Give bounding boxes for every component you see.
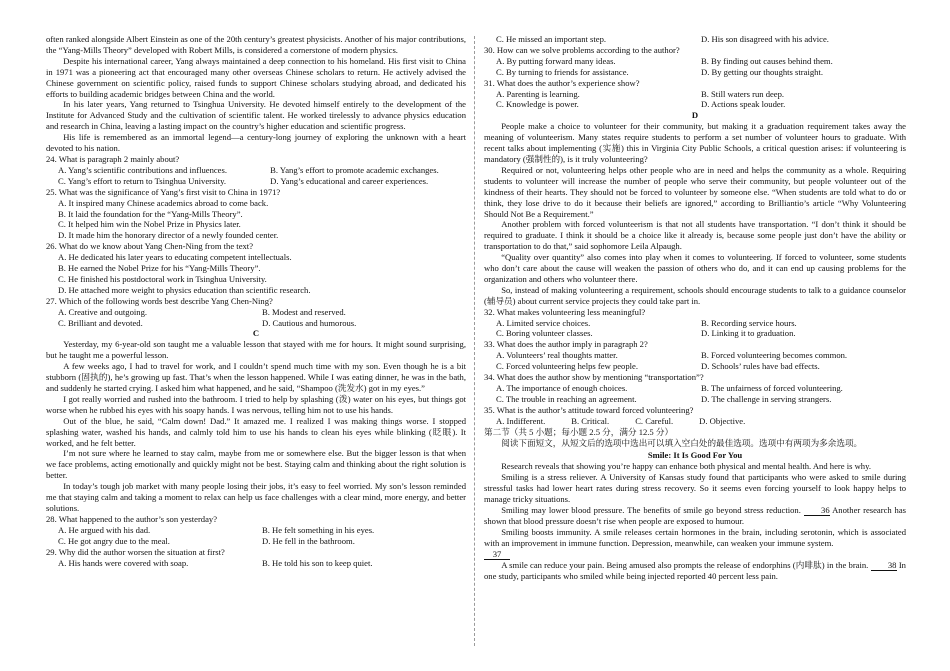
blank-38[interactable]: 38 [871, 561, 897, 571]
left-column [46, 34, 466, 568]
smile-paragraph [484, 560, 906, 582]
option-d[interactable]: D. Schools’ rules have bad effects. [701, 361, 820, 372]
option-b[interactable]: B. Forced volunteering becomes common. [701, 350, 848, 361]
question-33 [484, 339, 906, 372]
option-c[interactable]: C. Brilliant and devoted. [58, 317, 143, 328]
question-29 [46, 547, 466, 569]
question-stem: 24. What is paragraph 2 mainly about? [46, 153, 180, 164]
blank-36[interactable]: 36 [804, 506, 830, 516]
passage-c-paragraph: A few weeks ago, I had to travel for work, and I couldn’t spend much time with my son. Even though he is a bit stubborn (固执的), he’s growing up fast. That’s when the lesson happened. While I was eating dinner, he was in the bath, and suddenly he started crying. I asked him what happened, and he said, “Shampoo (洗发水) got in my eyes.” [46, 361, 466, 393]
question-stem: 32. What makes volunteering less meaningful? [484, 306, 646, 317]
question-32 [484, 307, 906, 340]
passage-b-paragraph: His life is remembered as an immortal legend—a century-long journey of exploring the unknown with a heart devoted to his nation. [46, 132, 466, 154]
passage-d-paragraph: People make a choice to volunteer for their community, but making it a graduation requirement takes away the meaning of volunteerism. Many states require students to perform a set number of volunteer hours to graduate. With recent talks about implementing (实施) this in Virginia City Public Schools, a critical question arises: if volunteering is mandatory (强制性的), is it truly volunteering? [484, 121, 906, 164]
option-d[interactable]: D. Cautious and humorous. [262, 317, 357, 328]
passage-c-paragraph: I got really worried and rushed into the bathroom. I tried to help by splashing (泼) water on his eyes, but things got worse when he rubbed his eyes with his soapy hands. I was nervous, telling him not to use his hands. [46, 393, 466, 415]
option-b[interactable]: B. Modest and reserved. [262, 306, 346, 317]
smile-text: Another research has shown that blood pressure doesn’t rise when people are exposed to humour. [484, 504, 906, 526]
option-c[interactable]: C. Careful. [635, 415, 674, 426]
question-stem: 33. What does the author imply in paragraph 2? [484, 339, 648, 350]
part-two-title: 第二节（共 5 小题；每小题 2.5 分，满分 12.5 分） [484, 426, 674, 437]
passage-b-paragraph: often ranked alongside Albert Einstein as one of the 20th century’s greatest physicists. Another of his major contributions, the “Yang-Mills Theory” developed with Robert Mills, is considered a cornerstone of modern physics. [46, 34, 466, 55]
question-25 [46, 187, 466, 242]
question-stem: 25. What was the significance of Yang’s first visit to China in 1971? [46, 186, 281, 197]
passage-d-paragraph: So, instead of making volunteering a requirement, schools should encourage students to talk to a guidance counselor (辅导员) about current service projects they could take part in. [484, 284, 906, 306]
question-28 [46, 514, 466, 547]
question-35 [484, 405, 906, 427]
question-31 [484, 78, 906, 111]
right-column [484, 34, 906, 582]
option-b[interactable]: B. Still waters run deep. [701, 88, 785, 99]
question-27 [46, 296, 466, 329]
smile-text: Smiling may lower blood pressure. The benefits of smile go beyond stress reduction. [501, 504, 801, 515]
question-stem: 29. Why did the author worsen the situation at first? [46, 546, 225, 557]
option-c[interactable]: C. He got angry due to the meal. [58, 535, 170, 546]
option-c[interactable]: C. Boring volunteer classes. [496, 328, 593, 339]
smile-paragraph: Smiling is a stress reliever. A University of Kansas study found that participants who were asked to smile during stressful tasks had lower heart rates during stress recovery. So it seems even forcing yourself to look happy helps to manage tricky situations. [484, 472, 906, 505]
question-stem: 34. What does the author show by mentioning “transportation”? [484, 372, 704, 383]
option-b[interactable]: B. He told his son to keep quiet. [262, 557, 373, 568]
option-c[interactable]: C. Forced volunteering helps few people. [496, 361, 638, 372]
passage-c-paragraph: I’m not sure where he learned to stay calm, maybe from me or somewhere else. But the bigger lesson is that when we face problems, acting emotionally and quickly might not be best. Staying calm and thinking about the right solution is better. [46, 448, 466, 481]
question-24 [46, 154, 466, 187]
option-a[interactable]: A. It inspired many Chinese academics abroad to come back. [58, 197, 269, 208]
part-two-instructions: 阅读下面短文，从短文后的选项中选出可以填入空白处的最佳选项。选项中有两项为多余选项。 [501, 437, 863, 448]
option-b[interactable]: B. He felt something in his eyes. [262, 524, 375, 535]
option-d[interactable]: D. Objective. [699, 415, 746, 426]
option-c[interactable]: C. By turning to friends for assistance. [496, 66, 629, 77]
option-c[interactable]: C. It helped him win the Nobel Prize in Physics later. [58, 219, 241, 230]
option-b[interactable]: B. It laid the foundation for the “Yang-Mills Theory”. [58, 208, 243, 219]
smile-text: In one study, participants who smiled while being injected reported 40 percent less pain. [484, 559, 906, 581]
smile-text: A smile can reduce your pain. Being amused also prompts the release of endorphins (内啡肽) in the brain. [501, 559, 869, 570]
question-34 [484, 372, 906, 405]
smile-paragraph [484, 505, 906, 527]
option-b[interactable]: B. By finding out causes behind them. [701, 55, 833, 66]
option-c[interactable]: C. He finished his postdoctoral work in Tsinghua University. [58, 273, 267, 284]
passage-d-paragraph: “Quality over quantity” also comes into play when it comes to volunteering. If forced to volunteer, some students who don’t care about the cause will weaken the passion of others who do, and it can end up causing problems for the organization and others who volunteer there. [484, 252, 906, 284]
passage-c-paragraph: Yesterday, my 6-year-old son taught me a valuable lesson that stayed with me for hours. It might sound surprising, but he taught me a powerful lesson. [46, 339, 466, 361]
option-a[interactable]: A. Indifferent. [496, 415, 546, 426]
question-stem: 26. What do we know about Yang Chen-Ning from the text? [46, 241, 254, 252]
column-divider [474, 36, 475, 646]
section-heading-c: C [252, 328, 260, 339]
option-c[interactable]: C. The trouble in reaching an agreement. [496, 393, 637, 404]
question-29-continued [484, 34, 906, 45]
option-a[interactable]: A. Limited service choices. [496, 317, 591, 328]
option-d[interactable]: D. He fell in the bathroom. [262, 535, 355, 546]
option-b[interactable]: B. Yang’s effort to promote academic exchanges. [270, 164, 439, 175]
passage-title: Smile: It Is Good For You [647, 450, 743, 461]
question-stem: 31. What does the author’s experience show? [484, 77, 640, 88]
option-a[interactable]: A. The importance of enough choices. [496, 383, 628, 393]
section-heading-d: D [691, 110, 699, 121]
option-d[interactable]: D. It made him the honorary director of a newly founded center. [58, 230, 279, 241]
option-d[interactable]: D. Linking it to graduation. [701, 328, 796, 339]
option-a[interactable]: A. Creative and outgoing. [58, 306, 148, 317]
option-a[interactable]: A. He dedicated his later years to educating competent intellectuals. [58, 252, 292, 263]
option-a[interactable]: A. Yang’s scientific contributions and influences. [58, 164, 227, 175]
question-stem: 27. Which of the following words best describe Yang Chen-Ning? [46, 295, 273, 306]
question-30 [484, 45, 906, 78]
smile-paragraph: Research reveals that showing you’re happy can enhance both physical and mental health. And here is why. [501, 461, 871, 472]
passage-b-paragraph: Despite his international career, Yang always maintained a deep connection to his homeland. His first visit to China in 1971 was a pioneering act that encouraged many other overseas Chinese scholars to return. He actively advised the Chinese government on scientific policy, raised funds to support Chinese scholars studying abroad, and dedicated his efforts to building academic bridges between China and the world. [46, 55, 466, 99]
passage-c-paragraph: In today’s tough job market with many people losing their jobs, it’s easy to feel worried. My son’s lesson reminded me that staying calm and taking a moment to relax can help us face challenges with a clear mind, more energy, and better solutions. [46, 481, 466, 513]
option-b[interactable]: B. Recording service hours. [701, 317, 797, 328]
question-26 [46, 241, 466, 296]
blank-line [484, 549, 906, 560]
passage-d-paragraph: Required or not, volunteering helps other people who are in need and helps the community as a whole. Requiring students to volunteer will increase the number of people who serve their community, but people volunteer out of the kindness of their hearts. They should not be forced to volunteer by someone else. “When students are told what to do or think, they lose drive to do it because their beliefs are ignored,” according to Brilliantio’s article “Why Volunteering Should Not Be a Requirement.” [484, 164, 906, 219]
option-a[interactable]: A. His hands were covered with soap. [58, 557, 189, 568]
option-c[interactable]: C. He missed an important step. [496, 34, 607, 44]
option-d[interactable]: D. Yang’s educational and career experiences. [270, 175, 429, 186]
option-c[interactable]: C. Yang’s effort to return to Tsinghua University. [58, 175, 226, 186]
question-stem: 35. What is the author’s attitude toward forced volunteering? [484, 404, 694, 415]
passage-d-paragraph: Another problem with forced volunteerism is that not all students have transportation. “I don’t think it should be required to graduate. I think it should be a choice like it already is, because some people just don’t have the ability or transportation to do that,” said sophomore Leila Alpaugh. [484, 219, 906, 252]
passage-c-paragraph: Out of the blue, he said, “Calm down! Dad.” It amazed me. I realized I was making things worse. I stopped splashing water, washed his hands, and calmly told him to use his hands to clean his eyes while blinking (眨眼). It worked, and he felt better. [46, 415, 466, 448]
option-a[interactable]: A. Volunteers’ real thoughts matter. [496, 350, 618, 361]
option-d[interactable]: D. Actions speak louder. [701, 99, 786, 110]
option-d[interactable]: D. His son disagreed with his advice. [701, 34, 829, 44]
option-d[interactable]: D. He attached more weight to physics education than scientific research. [58, 284, 311, 295]
option-b[interactable]: B. The unfairness of forced volunteering. [701, 383, 843, 393]
option-c[interactable]: C. Knowledge is power. [496, 99, 579, 110]
option-d[interactable]: D. By getting our thoughts straight. [701, 66, 823, 77]
option-d[interactable]: D. The challenge in serving strangers. [701, 393, 832, 404]
option-b[interactable]: B. He earned the Nobel Prize for his “Yang-Mills Theory”. [58, 263, 261, 274]
question-stem: 28. What happened to the author’s son yesterday? [46, 513, 218, 524]
option-a[interactable]: A. Parenting is learning. [496, 88, 580, 99]
question-stem: 30. How can we solve problems according to the author? [484, 44, 680, 55]
option-a[interactable]: A. By putting forward many ideas. [496, 55, 616, 66]
option-b[interactable]: B. Critical. [571, 415, 610, 426]
smile-paragraph: Smiling boosts immunity. A smile releases certain hormones in the brain, including serotonin, which is associated with an improvement in immune function. Depression, meanwhile, can weaken your immune system. [484, 526, 906, 548]
passage-b-paragraph: In his later years, Yang returned to Tsinghua University. He devoted himself entirely to the development of the Institute for Advanced Study and the cultivation of scientific talent. He worked tirelessly to advance physics education and research in China, leaving a lasting impact on the country’s higher education and scientific progress. [46, 99, 466, 132]
option-a[interactable]: A. He argued with his dad. [58, 524, 151, 535]
blank-37[interactable]: 37 [484, 550, 510, 560]
